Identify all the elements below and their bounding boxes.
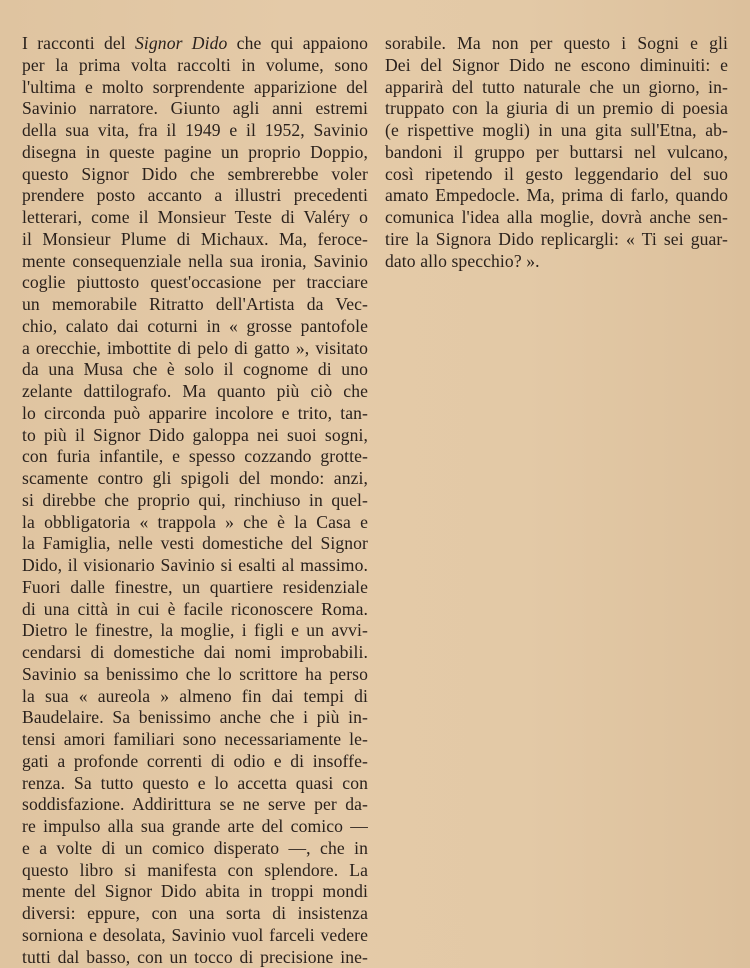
text-line: la Famiglia, nelle vesti domestiche del Signor — [22, 533, 368, 555]
text-line: mente consequenziale nella sua ironia, Savinio — [22, 251, 368, 273]
text-line: Fuori dalle finestre, un quartiere residenziale — [22, 577, 368, 599]
text-line: apparirà del tutto naturale che un giorno, in- — [385, 77, 728, 99]
text-line: Baudelaire. Sa benissimo anche che i più in- — [22, 707, 368, 729]
text-line: a orecchie, imbottite di pelo di gatto », visitato — [22, 338, 368, 360]
text-line: così ripetendo il gesto leggendario del suo — [385, 164, 728, 186]
text-line: la obbligatoria « trappola » che è la Casa e — [22, 512, 368, 534]
right-column — [385, 33, 728, 272]
text-line: il Monsieur Plume di Michaux. Ma, feroce- — [22, 229, 368, 251]
text-line: amato Empedocle. Ma, prima di farlo, quando — [385, 185, 728, 207]
italic-title: Signor Dido — [135, 33, 227, 53]
text-line: un memorabile Ritratto dell'Artista da Vec- — [22, 294, 368, 316]
text-line: Dietro le finestre, la moglie, i figli e un avvi- — [22, 620, 368, 642]
text-line: re impulso alla sua grande arte del comico — — [22, 816, 368, 838]
text-line: con furia infantile, e spesso cozzando grotte- — [22, 446, 368, 468]
text-line: renza. Sa tutto questo e lo accetta quasi con — [22, 773, 368, 795]
text-line: per la prima volta raccolti in volume, sono — [22, 55, 368, 77]
text-line: gati a profonde correnti di odio e di insoffe- — [22, 751, 368, 773]
text-line: di una città in cui è facile riconoscere Roma. — [22, 599, 368, 621]
text-run: I racconti del — [22, 33, 135, 53]
text-line: sorniona e desolata, Savinio vuol farceli vedere — [22, 925, 368, 947]
text-line: scamente contro gli spigoli del mondo: anzi, — [22, 468, 368, 490]
text-line: (e rispettive mogli) in una gita sull'Etna, ab- — [385, 120, 728, 142]
text-line: disegna in queste pagine un proprio Doppio, — [22, 142, 368, 164]
text-line: diversi: eppure, con una sorta di insistenza — [22, 903, 368, 925]
text-line: e a volte di un comico disperato —, che in — [22, 838, 368, 860]
text-line: Savinio narratore. Giunto agli anni estremi — [22, 98, 368, 120]
text-line: zelante dattilografo. Ma quanto più ciò che — [22, 381, 368, 403]
text-line: Savinio sa benissimo che lo scrittore ha perso — [22, 664, 368, 686]
text-line: questo Signor Dido che sembrerebbe voler — [22, 164, 368, 186]
text-line: coglie piuttosto quest'occasione per tracciare — [22, 272, 368, 294]
text-line: da una Musa che è solo il cognome di uno — [22, 359, 368, 381]
text-line: la sua « aureola » almeno fin dai tempi di — [22, 686, 368, 708]
text-line: to più il Signor Dido galoppa nei suoi sogni, — [22, 425, 368, 447]
text-line: tire la Signora Dido replicargli: « Ti sei guar- — [385, 229, 728, 251]
text-line: cendarsi di domestiche dai nomi improbabili. — [22, 642, 368, 664]
text-line: lo circonda può apparire incolore e trito, tan- — [22, 403, 368, 425]
text-line: truppato con la giuria di un premio di poesia — [385, 98, 728, 120]
text-line: l'ultima e molto sorprendente apparizione del — [22, 77, 368, 99]
text-line: bandoni il gruppo per buttarsi nel vulcano, — [385, 142, 728, 164]
text-line: mente del Signor Dido abita in troppi mondi — [22, 881, 368, 903]
text-line: prendere posto accanto a illustri precedenti — [22, 185, 368, 207]
text-line: chio, calato dai coturni in « grosse pantofole — [22, 316, 368, 338]
text-line: letterari, come il Monsieur Teste di Valéry o — [22, 207, 368, 229]
text-line: soddisfazione. Addirittura se ne serve per da- — [22, 794, 368, 816]
text-line — [22, 33, 368, 55]
text-line: si direbbe che proprio qui, rinchiuso in quel- — [22, 490, 368, 512]
text-line: tutti dal basso, con un tocco di precisione ine- — [22, 947, 368, 968]
text-line: questo libro si manifesta con splendore. La — [22, 860, 368, 882]
text-line: sorabile. Ma non per questo i Sogni e gli — [385, 33, 728, 55]
text-line: Dido, il visionario Savinio si esalti al massimo. — [22, 555, 368, 577]
text-run: che qui appaiono — [227, 33, 368, 53]
left-column — [22, 33, 368, 968]
text-line: Dei del Signor Dido ne escono diminuiti: e — [385, 55, 728, 77]
text-line: della sua vita, fra il 1949 e il 1952, Savinio — [22, 120, 368, 142]
text-line: tensi amori familiari sono necessariamente le- — [22, 729, 368, 751]
text-line: comunica l'idea alla moglie, dovrà anche sen- — [385, 207, 728, 229]
text-line-last: dato allo specchio? ». — [385, 251, 728, 273]
